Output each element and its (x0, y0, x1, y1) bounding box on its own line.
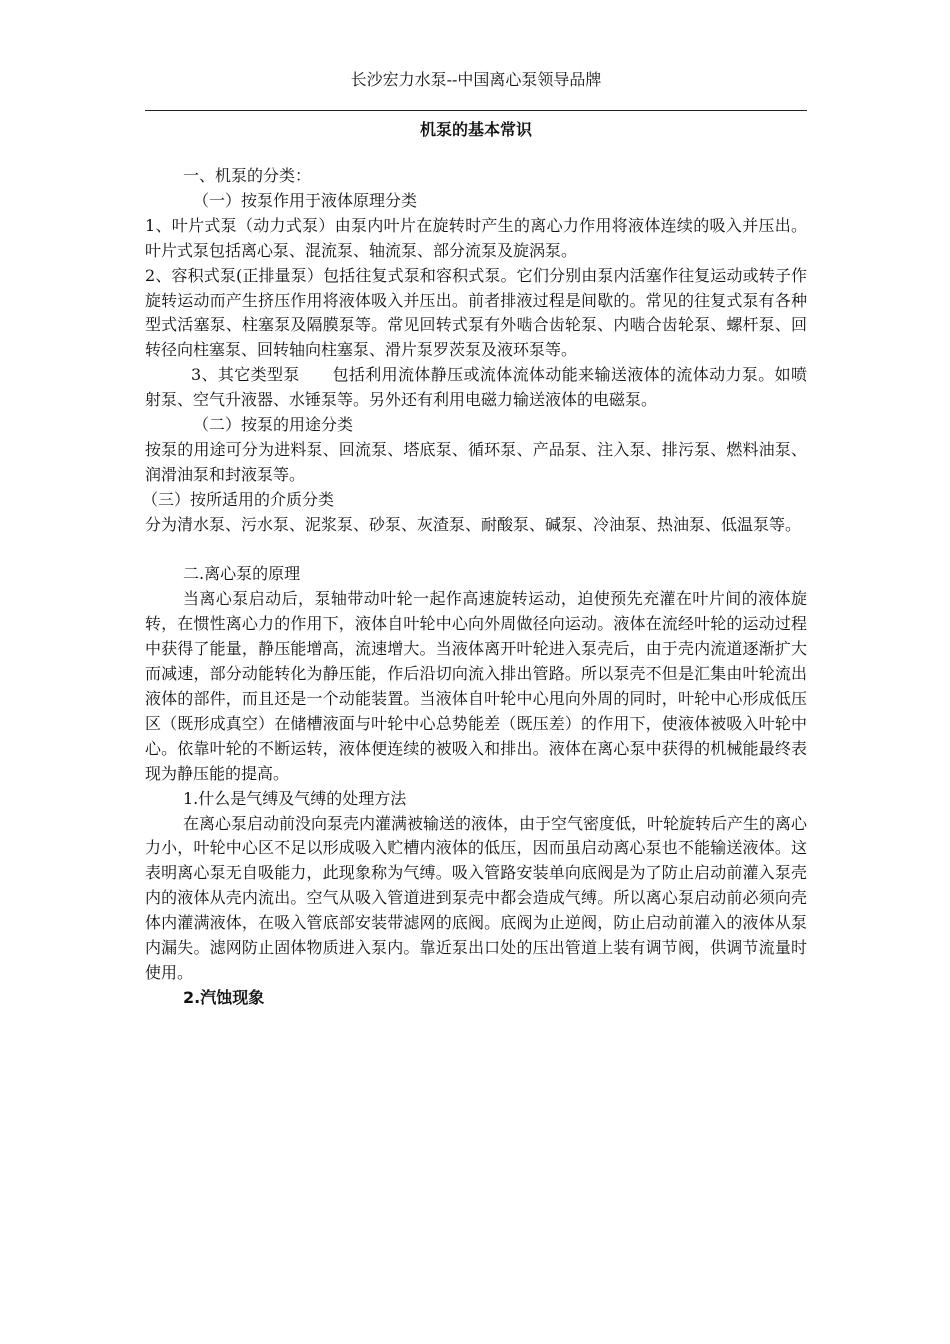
blank-line (145, 538, 807, 563)
section-1-paragraph-4: 按泵的用途可分为进料泵、回流泵、塔底泵、循环泵、产品泵、注入泵、排污泵、燃料油泵、润滑油泵和封液泵等。 (145, 439, 807, 484)
section-2-paragraph-2: 在离心泵启动前没向泵壳内灌满被输送的液体，由于空气密度低，叶轮旋转后产生的离心力小，叶轮中心区不足以形成吸入贮槽内液体的低压，因而虽启动离心泵也不能输送液体。这表明离心泵无自吸能力，此现象称为气缚。吸入管路安装单向底阀是为了防止启动前灌入泵壳内的液体从壳内流出。空气从吸入管道进到泵壳中都会造成气缚。所以离心泵启动前必须向壳体内灌满液体，在吸入管底部安装带滤网的底阀。底阀为止逆阀，防止启动前灌入的液体从泵内漏失。滤网防止固体物质进入泵内。靠近泵出口处的压出管道上装有调节阀，供调节流量时使用。 (145, 813, 808, 982)
document-title: 机泵的基本常识 (419, 120, 532, 139)
section-1-subheading-1: （一）按泵作用于液体原理分类 (193, 190, 418, 210)
section-1-subheading-3: （三）按所适用的介质分类 (142, 489, 335, 509)
document-body (142, 164, 808, 1011)
section-2-heading: 二.离心泵的原理 (183, 564, 301, 584)
section-1-paragraph-1: 1、叶片式泵（动力式泵）由泵内叶片在旋转时产生的离心力作用将液体连续的吸入并压出。叶片式泵包括离心泵、混流泵、轴流泵、部分流泵及旋涡泵。 (145, 215, 807, 260)
header-divider (145, 110, 807, 111)
section-1-subheading-2: （二）按泵的用途分类 (193, 415, 354, 435)
section-2-subheading-2: 2.汽蚀现象 (183, 987, 265, 1007)
section-1-paragraph-3: 3、其它类型泵 包括利用流体静压或流体流体动能来输送液体的流体动力泵。如喷射泵、空气升液器、水锤泵等。另外还有利用电磁力输送液体的电磁泵。 (145, 365, 807, 410)
section-1-heading: 一、机泵的分类： (183, 166, 312, 185)
section-1-paragraph-2: 2、容积式泵(正排量泵）包括往复式泵和容积式泵。它们分别由泵内活塞作往复运动或转子作旋转运动而产生挤压作用将液体吸入并压出。前者排液过程是间歇的。常见的往复式泵有各种型式活塞泵、柱塞泵及隔膜泵等。常见回转式泵有外啮合齿轮泵、内啮合齿轮泵、螺杆泵、回转径向柱塞泵、回转轴向柱塞泵、滑片泵罗茨泵及液环泵等。 (145, 265, 807, 360)
section-2-paragraph-1: 当离心泵启动后，泵轴带动叶轮一起作高速旋转运动，迫使预先充灌在叶片间的液体旋转，在惯性离心力的作用下，液体自叶轮中心向外周做径向运动。液体在流经叶轮的运动过程中获得了能量，静压能增高，流速增大。当液体离开叶轮进入泵壳后，由于壳内流道逐渐扩大而减速，部分动能转化为静压能，作后沿切向流入排出管路。所以泵壳不但是汇集由叶轮流出液体的部件，而且还是一个动能装置。当液体自叶轮中心甩向外周的同时，叶轮中心形成低压区（既形成真空）在储槽液面与叶轮中心总势能差（既压差）的作用下，使液体被吸入叶轮中心。依靠叶轮的不断运转，液体便连续的被吸入和排出。液体在离心泵中获得的机械能最终表现为静压能的提高。 (145, 589, 807, 783)
section-1-paragraph-5: 分为清水泵、污水泵、泥浆泵、砂泵、灰渣泵、耐酸泵、碱泵、冷油泵、热油泵、低温泵等。 (145, 514, 802, 534)
section-2-subheading-1: 1.什么是气缚及气缚的处理方法 (183, 788, 407, 808)
page-header: 长沙宏力水泵--中国离心泵领导品牌 (350, 70, 602, 89)
